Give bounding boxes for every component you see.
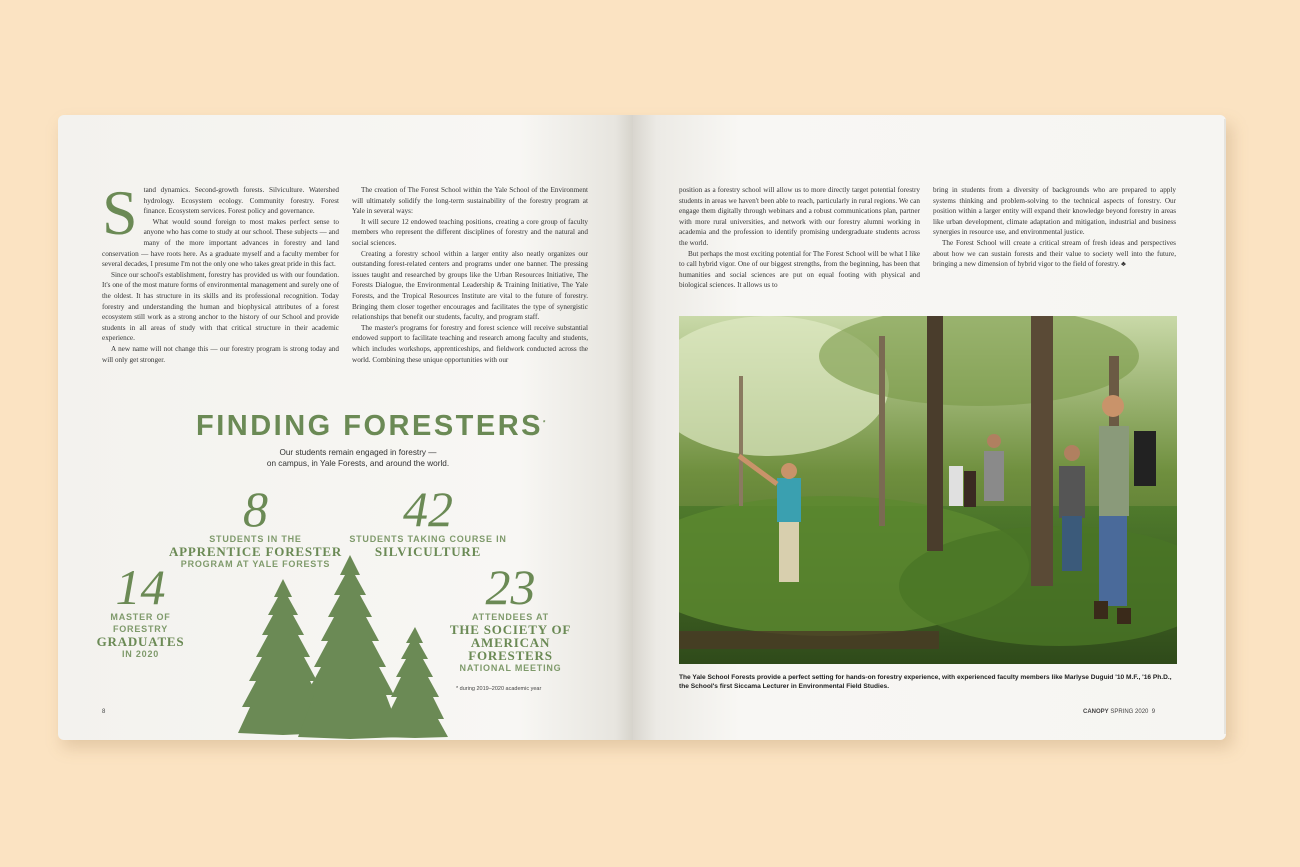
stat-label: PROGRAM AT YALE FORESTS (180, 559, 331, 569)
stat-label: APPRENTICE FORESTER (168, 544, 343, 559)
stat-label: STUDENTS IN THE (209, 534, 302, 544)
stat-number: 42 (403, 481, 453, 537)
stat-label: FORESTRY (112, 624, 169, 634)
stat-graduates (93, 559, 188, 660)
stat-label: THE SOCIETY OF (449, 622, 572, 637)
stat-number: 23 (485, 559, 536, 615)
magazine-spread (58, 115, 1228, 740)
stat-number: 8 (243, 481, 268, 537)
footnote: * during 2019–2020 academic year (456, 686, 542, 692)
paragraph: But perhaps the most exciting potential for The Forest School will be what I like to call hybrid vigor. One of our biggest strengths, from the beginning, has been that humanities and social sciences are put on equal footing with physical and biological sciences. It allows us to (679, 249, 920, 290)
stat-label: ATTENDEES AT (472, 612, 549, 622)
stat-attendees (428, 559, 593, 674)
page-number: 9 (1151, 709, 1156, 715)
right-page (633, 115, 1226, 740)
paragraph: Since our school's establishment, forestry has provided us with our foundation. It's one of the most mature forms of environmental management and surely one of the oldest. It has structure in its skills and its professional recognition. Today forestry and understanding the human and biophysical attributes of a forest ecosystem still work as a strong anchor to the history of our School and provide students in all areas of study with that critical structure in their academic experience. (102, 270, 339, 343)
stat-label: AMERICAN FORESTERS (468, 635, 553, 663)
stat-apprentice (168, 481, 343, 570)
paragraph: bring in students from a diversity of backgrounds who are prepared to apply systems thinking and problem-solving to the technical aspects of forestry. Our position within a larger entity will expand their knowledge beyond forestry in areas like urban development, climate adaptation and mitigation, industrial and business synergies in resource use, and environmental justice. (933, 186, 1176, 237)
stat-label: SILVICULTURE (374, 544, 482, 559)
issue-label: SPRING 2020 (1110, 709, 1149, 715)
stat-label: IN 2020 (121, 649, 160, 659)
paragraph: position as a forestry school will allow us to more directly target potential forestry students in areas we haven't been able to reach, particularly in rural regions. We can engage them digitally through webinars and a robust communications plan, partner with more rural universities, and network with our forestry alumni working in academia and the profession to identify promising undergraduate students across the world. (679, 186, 920, 247)
subheading-line: Our students remain engaged in forestry — (279, 448, 437, 457)
publication-name: CANOPY (1083, 709, 1109, 715)
paragraph: The creation of The Forest School within the Yale School of the Environment will ultimately solidify the long-term sustainability of the forestry program at Yale in several ways: (352, 186, 588, 216)
stat-label: NATIONAL MEETING (459, 663, 562, 673)
heading-mark: * (543, 420, 548, 427)
paragraph: It will secure 12 endowed teaching positions, creating a core group of faculty members who represent the different disciplines of forestry and the natural and social sciences. (352, 217, 588, 247)
stat-label: MASTER OF (110, 612, 171, 622)
page-footer (1083, 709, 1155, 715)
stat-number: 14 (115, 559, 166, 615)
forest-photo (679, 316, 1177, 664)
photo-caption: The Yale School Forests provide a perfect setting for hands-on forestry experience, with experienced faculty members like Marlyse Duguid '10 M.F., '16 Ph.D., the School's first Siccama Lecturer in Environmental Field Studies. (679, 674, 1172, 690)
subheading-line: on campus, in Yale Forests, and around the world. (266, 459, 450, 468)
paragraph: What would sound foreign to most makes perfect sense to anyone who has come to study at our school. These subjects — and many of the more important advances in forestry and land conservation — have roots here. As a graduate myself and a faculty member for several decades, I presume I'm not the only one who takes great pride in this fact. (102, 217, 339, 269)
right-column-1 (679, 185, 920, 291)
finding-foresters-subheading (208, 447, 508, 469)
stat-label: STUDENTS TAKING COURSE IN (349, 534, 507, 544)
stat-label: GRADUATES (96, 634, 185, 649)
page-number: 8 (102, 709, 106, 715)
paragraph: Creating a forestry school within a larger entity also neatly organizes our outstanding forest-related centers and programs under one banner. The pressing issues taught and researched by groups like the Urban Resources Initiative, The Forests Dialogue, the Environmental Leadership & Training Initiative, The Yale Forests, and the Tropical Resources Institute are vital to the future of forestry. Bringing them closer together encourages and facilitates the type of synergistic relationships that benefit our students, faculty, and program staff. (352, 249, 588, 322)
stat-silviculture (343, 481, 513, 559)
left-column-1 (102, 177, 339, 365)
right-column-2 (933, 185, 1176, 270)
drop-cap: S (102, 177, 138, 248)
lead-paragraph: tand dynamics. Second-growth forests. Silviculture. Watershed hydrology. Ecosystem ecology. Community forestry. Forest finance. Ecosystem services. Forest policy and governance. (143, 186, 339, 216)
paragraph: The master's programs for forestry and forest science will receive substantial endowed support to facilitate teaching and research among faculty and students, which includes workshops, apprenticeships, and fieldwork conducted across the world. Combining these unique opportunities with our (352, 323, 588, 364)
pine-trees-illustration (238, 555, 453, 740)
forest-scene-image (679, 316, 1177, 664)
heading-text: FINDING FORESTERS (196, 410, 544, 442)
page-edge (1224, 119, 1226, 734)
left-column-2 (352, 185, 588, 365)
left-page (58, 115, 633, 740)
finding-foresters-heading (196, 410, 548, 443)
paragraph: The Forest School will create a critical stream of fresh ideas and perspectives about how we can sustain forests and their value to society well into the future, bringing a new dimension of hybrid vigor to the field of forestry. ♣ (933, 238, 1176, 269)
paragraph: A new name will not change this — our forestry program is strong today and will only get stronger. (102, 344, 339, 364)
